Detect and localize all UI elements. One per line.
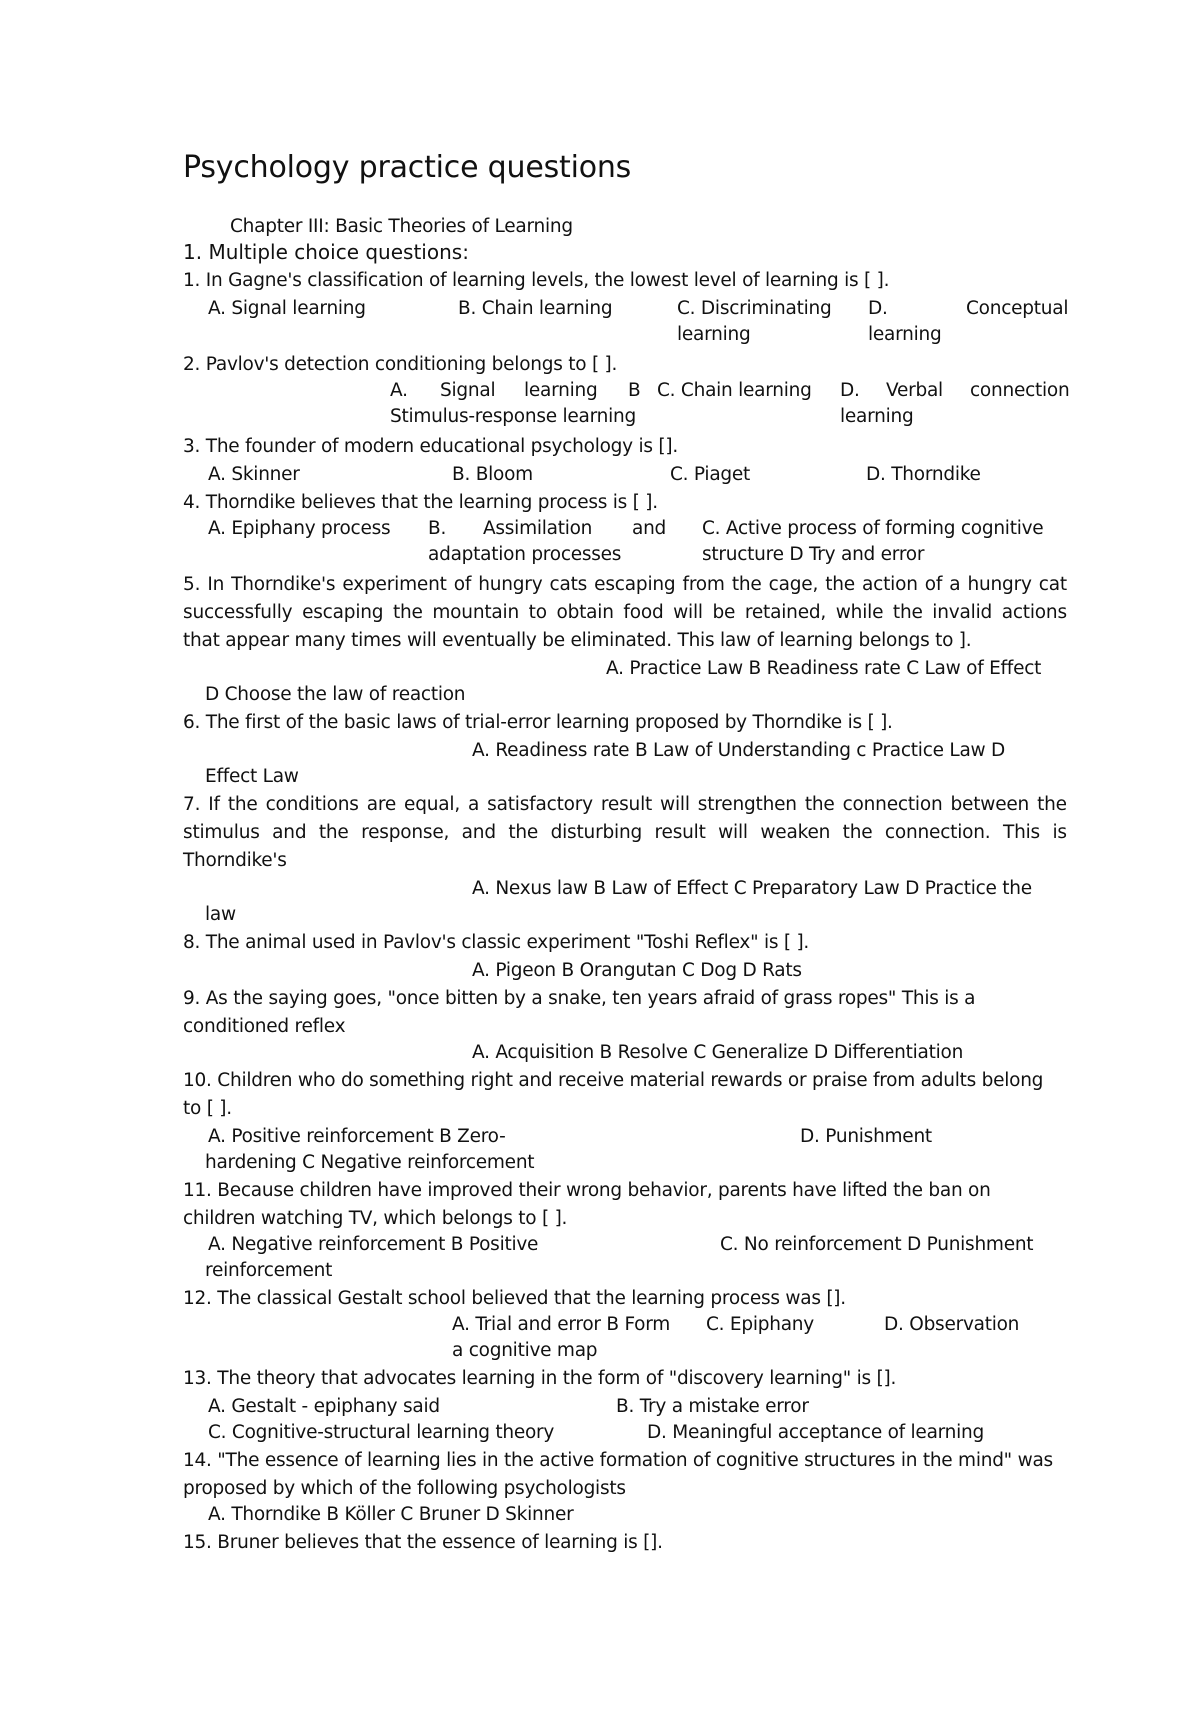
word: result [600, 794, 653, 815]
q1-option-a: A. Signal learning [208, 298, 366, 319]
question-14-line-2: proposed by which of the following psychologists [183, 1478, 626, 1499]
word: of [453, 574, 472, 595]
question-2-text: 2. Pavlov's detection conditioning belongs to [ ]. [183, 354, 618, 375]
question-4-text: 4. Thorndike believes that the learning process is [ ]. [183, 492, 658, 513]
word: will [718, 822, 748, 843]
q2-option-a-word1: Signal [440, 380, 496, 401]
question-5-line-1 [183, 574, 1067, 596]
q1-option-d-cont: learning [868, 324, 942, 345]
q2-option-d-letter: D. [840, 380, 860, 401]
question-9-line-1: 9. As the saying goes, "once bitten by a snake, ten years afraid of grass ropes" This is a [183, 988, 976, 1009]
word: invalid [932, 602, 993, 623]
word: are [366, 794, 397, 815]
q2-option-c: C. Chain learning [657, 380, 812, 401]
question-11-line-2: children watching TV, which belongs to [ ]. [183, 1208, 568, 1229]
q1-option-d-letter: D. [868, 298, 888, 319]
word: mountain [432, 602, 520, 623]
q7-options-cont: law [205, 904, 236, 925]
word: In [207, 574, 225, 595]
q7-options: A. Nexus law B Law of Effect C Preparatory Law D Practice the [472, 878, 1032, 899]
question-10-line-2: to [ ]. [183, 1098, 232, 1119]
word: the [892, 602, 923, 623]
word: and [461, 822, 496, 843]
word: the [392, 602, 423, 623]
q13-option-b: B. Try a mistake error [616, 1396, 809, 1417]
word: successfully [183, 602, 293, 623]
question-14-line-1: 14. "The essence of learning lies in the active formation of cognitive structures in the mind" was [183, 1450, 1053, 1471]
q1-option-d-word: Conceptual [966, 298, 1069, 319]
word: 7. [183, 794, 201, 815]
question-6-text: 6. The first of the basic laws of trial-error learning proposed by Thorndike is [ ]. [183, 712, 893, 733]
word: weaken [760, 822, 831, 843]
q12-option-ab: A. Trial and error B Form [452, 1314, 671, 1335]
word: equal, [404, 794, 461, 815]
question-7-line-3: Thorndike's [183, 850, 287, 871]
word: the [731, 574, 762, 595]
q1-option-c-cont: learning [677, 324, 751, 345]
q12-option-c: C. Epiphany [706, 1314, 814, 1335]
q4-option-c: C. Active process of forming cognitive [702, 518, 1044, 539]
word: and [272, 822, 307, 843]
word: actions [1001, 602, 1067, 623]
q8-options: A. Pigeon B Orangutan C Dog D Rats [472, 960, 802, 981]
q10-option-d: D. Punishment [800, 1126, 932, 1147]
q5-options: A. Practice Law B Readiness rate C Law of Effect [606, 658, 1042, 679]
q13-option-c: C. Cognitive-structural learning theory [208, 1422, 555, 1443]
word: Thorndike's [231, 574, 336, 595]
word: a [468, 794, 480, 815]
word: cats [549, 574, 588, 595]
word: be [712, 602, 736, 623]
word: the [227, 794, 258, 815]
q4-option-b-cont: adaptation processes [428, 544, 622, 565]
word: response, [361, 822, 450, 843]
question-13-text: 13. The theory that advocates learning in the form of "discovery learning" is []. [183, 1368, 897, 1389]
word: This [1002, 822, 1040, 843]
word: the [1037, 794, 1067, 815]
q6-options: A. Readiness rate B Law of Understanding c Practice Law D [472, 740, 1006, 761]
q12-option-ab-cont: a cognitive map [452, 1340, 598, 1361]
question-5-line-3: that appear many times will eventually be eliminated. This law of learning belongs to ]. [183, 630, 972, 651]
question-1-text: 1. In Gagne's classification of learning levels, the lowest level of learning is [ ]. [183, 270, 890, 291]
q6-options-cont: Effect Law [205, 766, 299, 787]
word: the [508, 822, 539, 843]
question-15-text: 15. Bruner believes that the essence of learning is []. [183, 1532, 663, 1553]
q2-option-d-cont: learning [840, 406, 914, 427]
q11-option-ab-cont: reinforcement [205, 1260, 333, 1281]
q4-option-b-word2: and [632, 518, 667, 539]
word: cat [1038, 574, 1067, 595]
q2-option-d-word2: connection [970, 380, 1070, 401]
word: retained, [744, 602, 827, 623]
q13-option-a: A. Gestalt - epiphany said [208, 1396, 440, 1417]
word: will [660, 794, 690, 815]
q4-option-c-cont: structure D Try and error [702, 544, 925, 565]
word: escaping [302, 602, 384, 623]
word: stimulus [183, 822, 260, 843]
word: will [673, 602, 703, 623]
word: the [804, 794, 835, 815]
q4-option-b-word1: Assimilation [483, 518, 593, 539]
question-9-line-2: conditioned reflex [183, 1016, 346, 1037]
word: 5. [183, 574, 201, 595]
q2-option-a-cont: Stimulus-response learning [390, 406, 636, 427]
q2-option-d-word1: Verbal [886, 380, 943, 401]
question-7-line-2 [183, 822, 1067, 844]
q3-option-c: C. Piaget [670, 464, 751, 485]
word: the [318, 822, 349, 843]
question-12-text: 12. The classical Gestalt school believed that the learning process was []. [183, 1288, 846, 1309]
q11-option-ab: A. Negative reinforcement B Positive [208, 1234, 539, 1255]
word: is [1052, 822, 1067, 843]
q2-option-a-letter: A. [390, 380, 408, 401]
question-8-text: 8. The animal used in Pavlov's classic experiment "Toshi Reflex" is [ ]. [183, 932, 810, 953]
word: hungry [967, 574, 1032, 595]
word: hungry [478, 574, 543, 595]
q10-option-ab-cont: hardening C Negative reinforcement [205, 1152, 535, 1173]
word: escaping [594, 574, 676, 595]
word: conditions [265, 794, 359, 815]
q2-option-a-word2: learning [524, 380, 598, 401]
word: action [862, 574, 918, 595]
q5-options-cont: D Choose the law of reaction [205, 684, 466, 705]
q14-options: A. Thorndike B Köller C Bruner D Skinner [208, 1504, 574, 1525]
q1-option-c: C. Discriminating [677, 298, 832, 319]
question-3-text: 3. The founder of modern educational psychology is []. [183, 436, 678, 457]
word: of [924, 574, 943, 595]
word: satisfactory [487, 794, 593, 815]
chapter-heading: Chapter III: Basic Theories of Learning [230, 216, 573, 237]
question-5-line-2 [183, 602, 1067, 624]
word: connection [842, 794, 943, 815]
q12-option-d: D. Observation [884, 1314, 1020, 1335]
q2-option-b-letter: B [628, 380, 641, 401]
word: the [825, 574, 855, 595]
q10-option-ab: A. Positive reinforcement B Zero- [208, 1126, 506, 1147]
word: food [623, 602, 664, 623]
word: between [950, 794, 1030, 815]
q1-option-b: B. Chain learning [458, 298, 613, 319]
word: a [949, 574, 961, 595]
word: result [654, 822, 706, 843]
word: cage, [768, 574, 819, 595]
q9-options: A. Acquisition B Resolve C Generalize D Differentiation [472, 1042, 964, 1063]
q3-option-b: B. Bloom [452, 464, 533, 485]
page-title: Psychology practice questions [183, 150, 632, 185]
q13-option-d: D. Meaningful acceptance of learning [647, 1422, 985, 1443]
word: disturbing [550, 822, 643, 843]
q4-option-a: A. Epiphany process [208, 518, 391, 539]
word: from [682, 574, 725, 595]
word: strengthen [697, 794, 797, 815]
q3-option-d: D. Thorndike [866, 464, 981, 485]
q11-option-cd: C. No reinforcement D Punishment [720, 1234, 1034, 1255]
word: while [835, 602, 884, 623]
q4-option-b-letter: B. [428, 518, 447, 539]
q3-option-a: A. Skinner [208, 464, 300, 485]
question-10-line-1: 10. Children who do something right and receive material rewards or praise from adults belong [183, 1070, 1044, 1091]
word: If [208, 794, 220, 815]
word: experiment [342, 574, 447, 595]
section-heading: 1. Multiple choice questions: [183, 240, 469, 264]
question-11-line-1: 11. Because children have improved their wrong behavior, parents have lifted the ban on [183, 1180, 991, 1201]
word: to [528, 602, 547, 623]
question-7-line-1 [183, 794, 1067, 816]
word: obtain [556, 602, 614, 623]
word: the [842, 822, 873, 843]
word: connection. [884, 822, 991, 843]
